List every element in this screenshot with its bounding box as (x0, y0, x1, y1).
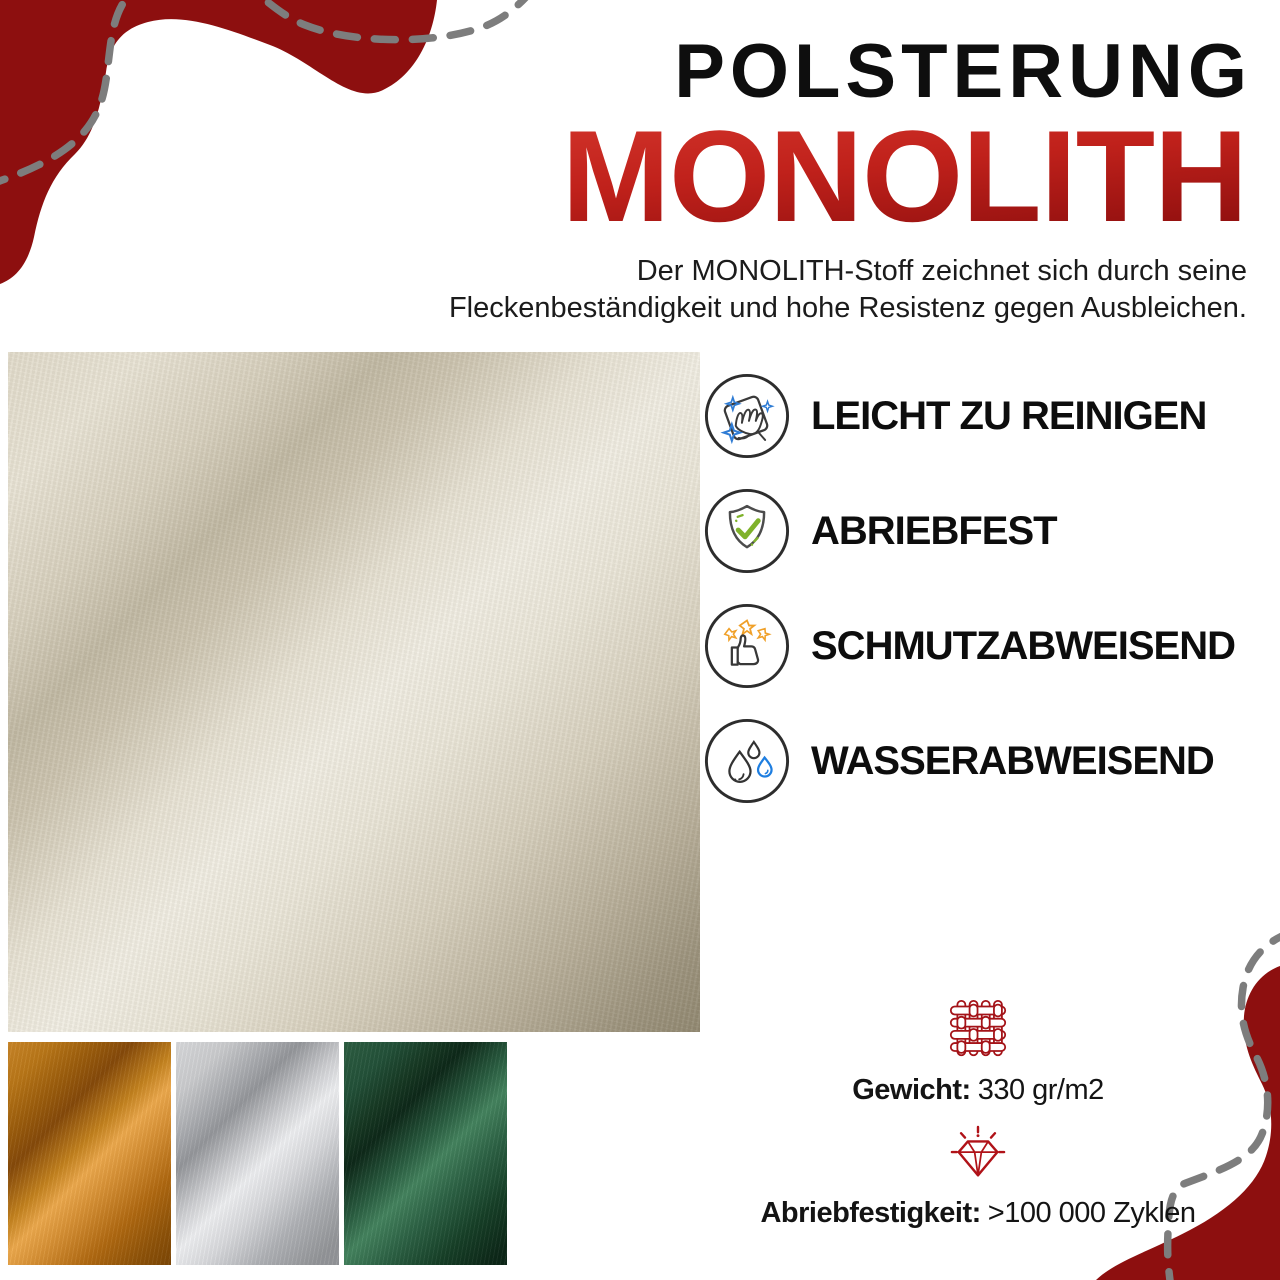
feature-list (703, 372, 1235, 832)
feature-label: SCHMUTZABWEISEND (811, 623, 1235, 668)
diamond-icon (949, 1125, 1007, 1185)
water-drops-icon (703, 717, 791, 805)
weight-label: Gewicht: (852, 1074, 971, 1106)
spec-panel (738, 998, 1218, 1230)
thumbs-up-stars-icon (703, 602, 791, 690)
shield-check-icon (703, 487, 791, 575)
fabric-weave-icon (948, 998, 1008, 1060)
wipe-clean-icon (703, 372, 791, 460)
weight-value: 330 gr/m2 (977, 1074, 1104, 1106)
kicker-title: POLSTERUNG (674, 29, 1252, 114)
swatch-gallery (8, 1042, 507, 1265)
subtitle-line-1: Der MONOLITH-Stoff zeichnet sich durch seine (636, 254, 1247, 287)
feature-label: WASSERABWEISEND (811, 738, 1214, 783)
subtitle-line-2: Fleckenbeständigkeit und hohe Resistenz gegen Ausbleichen. (448, 291, 1247, 324)
silver-fabric-swatch (176, 1042, 339, 1265)
feature-row-abrasion (703, 487, 1235, 575)
abrasion-value: >100 000 Zyklen (987, 1197, 1196, 1229)
abrasion-label: Abriebfestigkeit: (760, 1197, 981, 1229)
subtitle (449, 253, 1247, 327)
feature-label: ABRIEBFEST (811, 508, 1057, 553)
main-fabric-photo (8, 352, 700, 1032)
feature-row-dirt (703, 602, 1235, 690)
weight-spec (852, 1074, 1104, 1107)
caramel-fabric-swatch (8, 1042, 171, 1265)
top-left-blob (0, 0, 437, 284)
abrasion-spec (760, 1197, 1195, 1230)
feature-row-cleaning (703, 372, 1235, 460)
feature-label: LEICHT ZU REINIGEN (811, 393, 1207, 438)
header (448, 29, 1252, 327)
feature-row-water (703, 717, 1235, 805)
green-fabric-swatch (344, 1042, 507, 1265)
product-title: MONOLITH (449, 114, 1247, 239)
